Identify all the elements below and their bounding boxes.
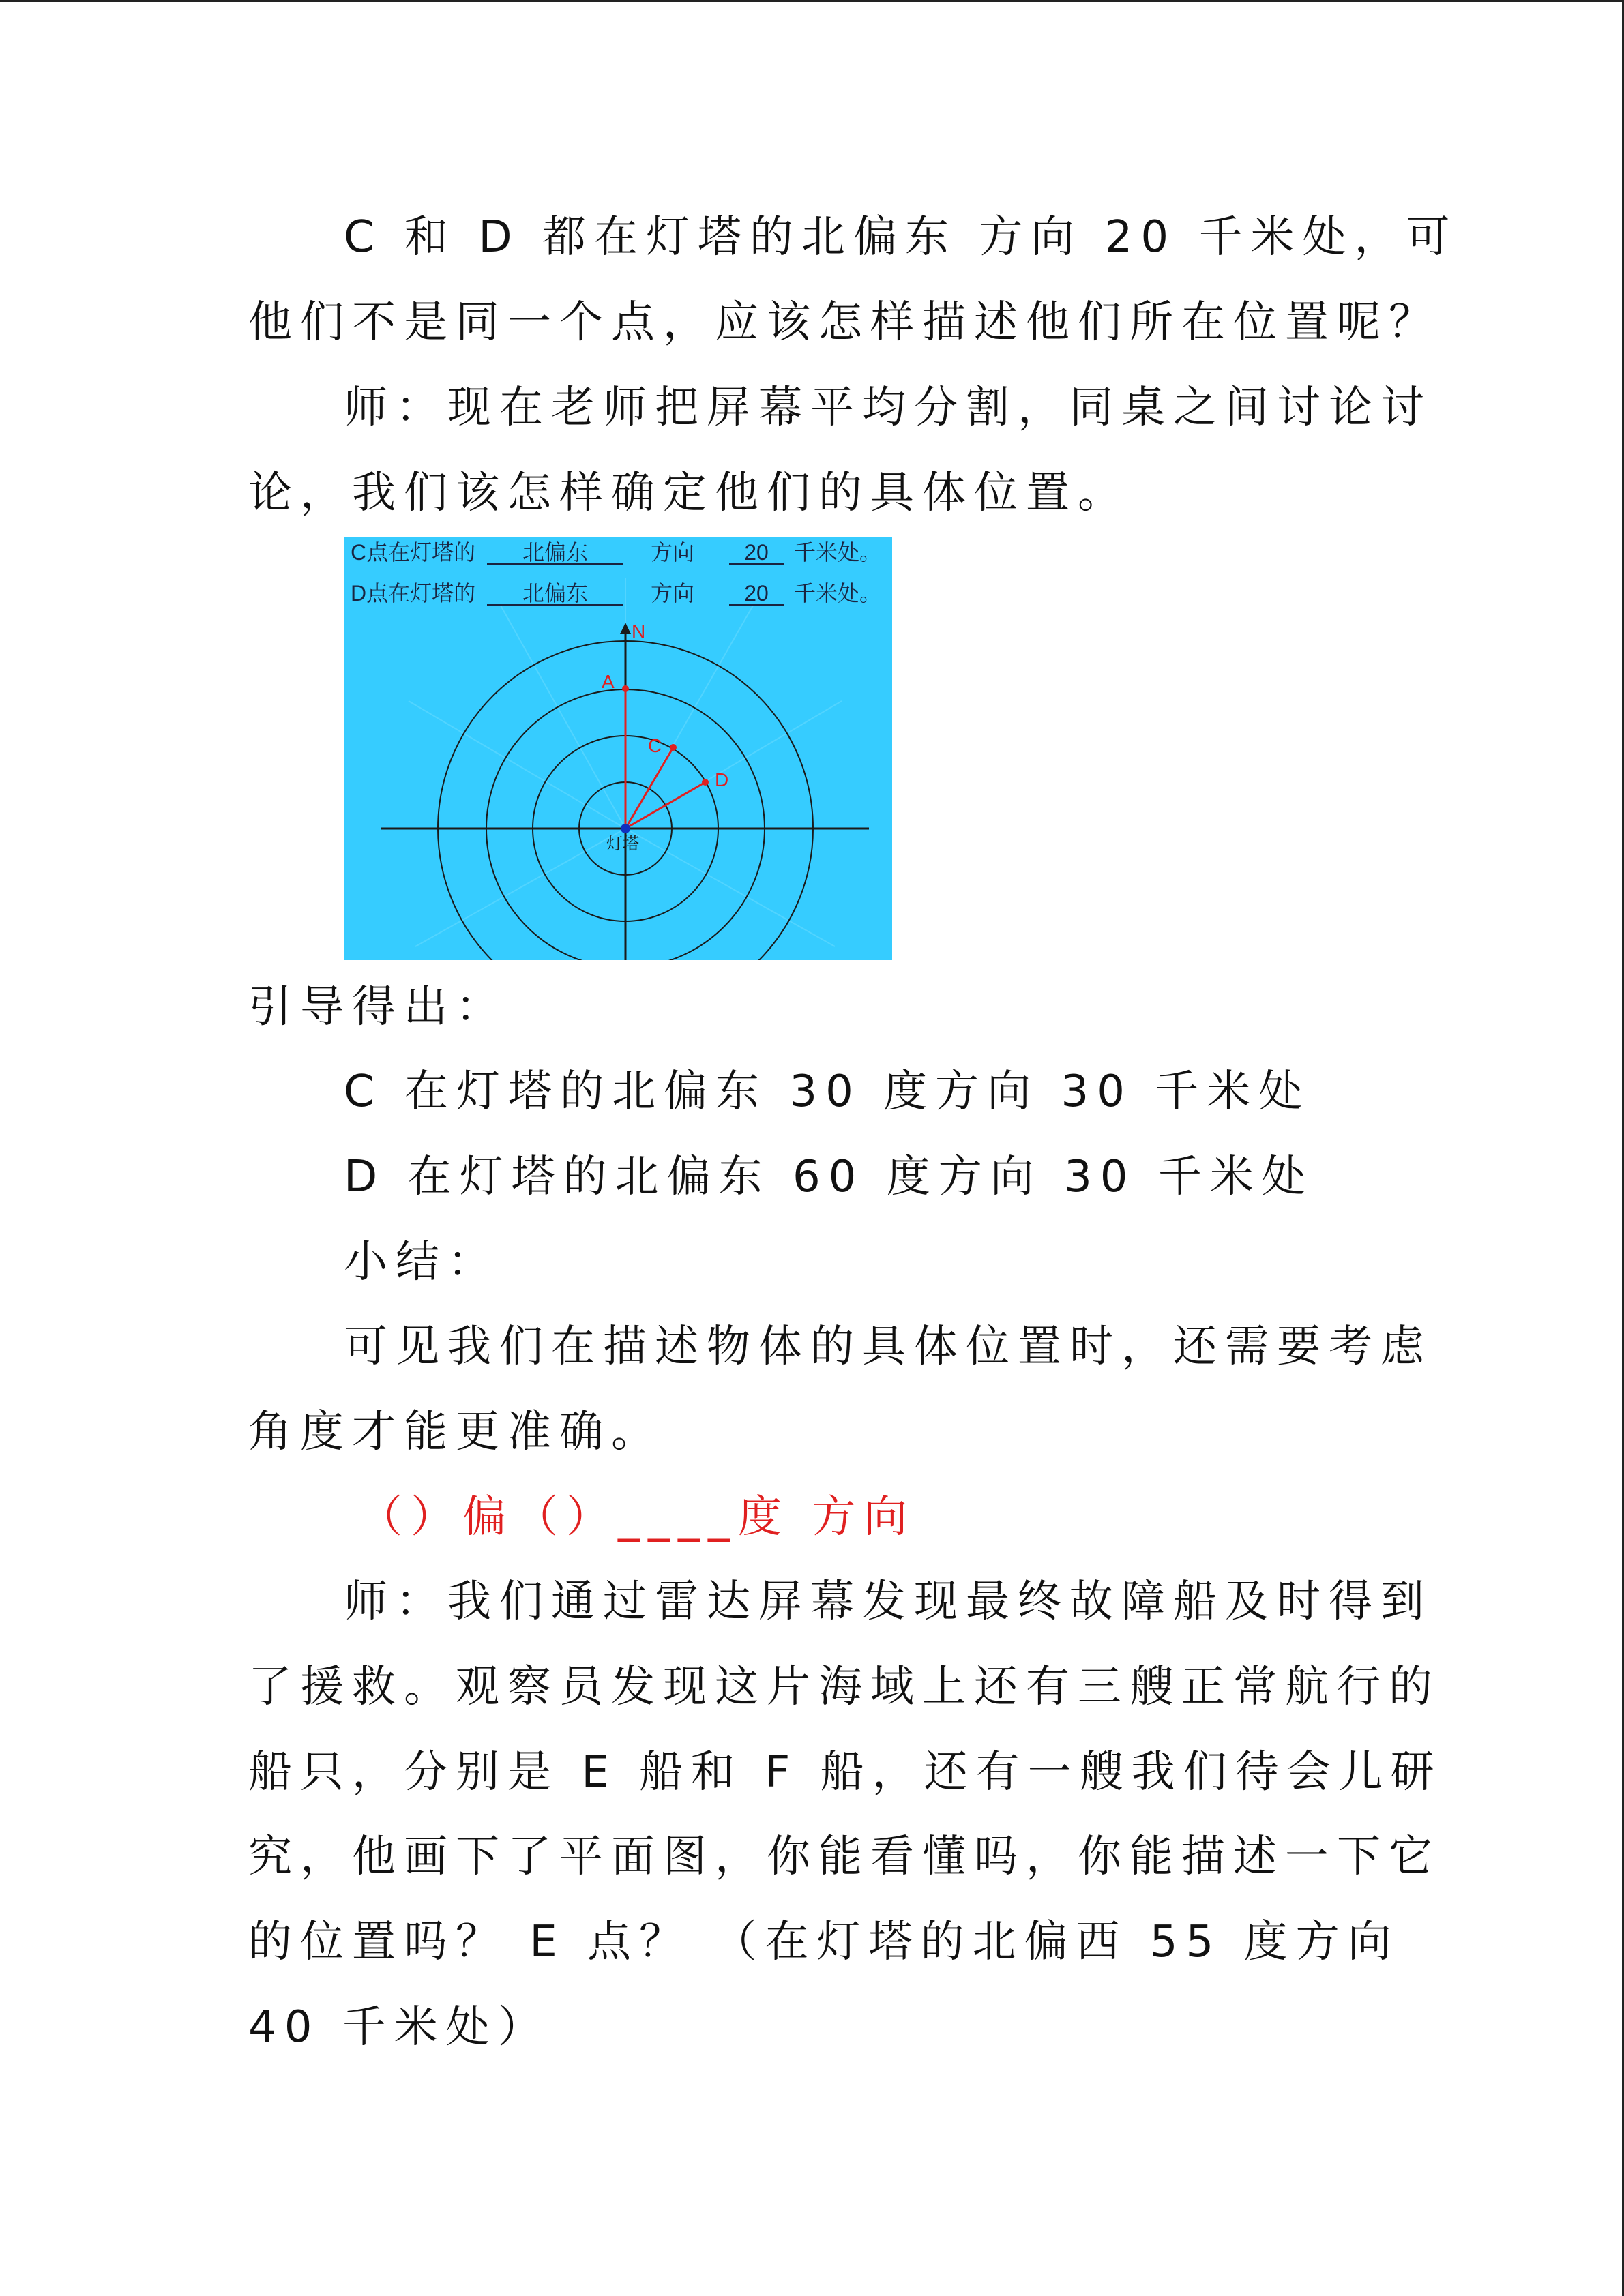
label-north: N (632, 621, 646, 642)
north-arrow-icon (620, 623, 631, 634)
label-lighthouse: 灯塔 (606, 835, 639, 853)
paragraph-3-line-1: 师：我们通过雷达屏幕发现最终故障船及时得到 (344, 1577, 1432, 1627)
summary-title: 小结： (344, 1237, 499, 1287)
paragraph-3-line-3: 船只，分别是 E 船和 F 船，还有一艘我们待会儿研 (248, 1747, 1443, 1798)
paragraph-2-line-1: 师：现在老师把屏幕平均分割，同桌之间讨论讨 (344, 383, 1432, 433)
point-c (670, 744, 677, 751)
point-a (622, 685, 629, 692)
label-c: C (648, 735, 662, 756)
page-top-border (0, 0, 1624, 2)
lighthouse-point (621, 824, 630, 833)
summary-line-1: 可见我们在描述物体的具体位置时，还需要考虑 (344, 1322, 1432, 1372)
paragraph-3-line-5: 的位置吗？ E 点？ （在灯塔的北偏西 55 度方向 (248, 1917, 1400, 1967)
position-d: D 在灯塔的北偏东 60 度方向 30 千米处 (344, 1152, 1314, 1202)
label-d: D (715, 769, 729, 790)
ray-c (625, 747, 673, 829)
paragraph-3-line-4: 究，他画下了平面图，你能看懂吗，你能描述一下它 (248, 1832, 1441, 1882)
position-c: C 在灯塔的北偏东 30 度方向 30 千米处 (344, 1067, 1311, 1117)
ray-d (625, 782, 705, 829)
point-d (702, 779, 709, 786)
label-a: A (602, 671, 615, 692)
paragraph-1-line-1: C 和 D 都在灯塔的北偏东 方向 20 千米处，可 (344, 212, 1458, 263)
paragraph-3-line-2: 了援救。观察员发现这片海域上还有三艘正常航行的 (248, 1662, 1441, 1712)
radar-figure: C点在灯塔的 北偏东 方向 20 千米处。 D点在灯塔的 北偏东 方向 20 千米处。 N A C D 灯塔 (344, 537, 892, 960)
direction-template: （）偏（）____度 方向 (359, 1492, 916, 1542)
paragraph-1-line-2: 他们不是同一个点，应该怎样描述他们所在位置呢？ (248, 297, 1441, 348)
paragraph-2-line-2: 论，我们该怎样确定他们的具体位置。 (248, 468, 1130, 518)
guide-heading: 引导得出： (248, 982, 507, 1032)
summary-line-2: 角度才能更准确。 (248, 1407, 663, 1457)
paragraph-3-line-6: 40 千米处） (248, 2002, 550, 2053)
